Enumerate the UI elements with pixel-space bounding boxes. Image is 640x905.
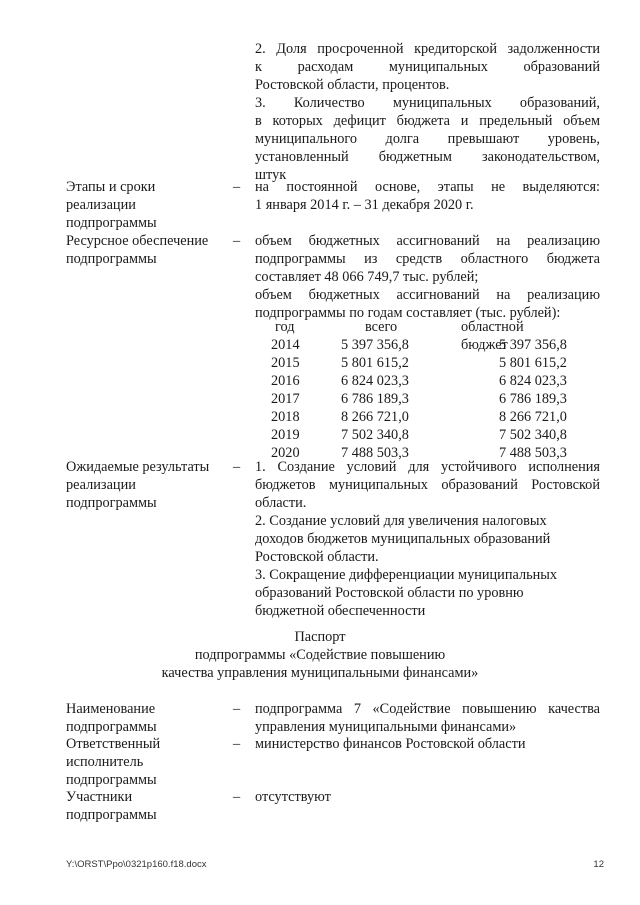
- table-row: [255, 426, 600, 444]
- participants-label: [66, 788, 226, 824]
- line: образований Ростовской области по уровню: [255, 585, 524, 601]
- line: 3. Сокращение дифференциации муниципальных: [255, 567, 558, 583]
- line: доходов бюджетов муниципальных образований: [255, 531, 551, 547]
- label-line: Наименование: [66, 701, 156, 717]
- line: подпрограмма 7 «Содействие повышению качества: [255, 701, 600, 717]
- line: муниципального долга превышают уровень,: [255, 131, 600, 147]
- line: Ростовской области, процентов.: [255, 77, 450, 93]
- resources-label: [66, 232, 226, 268]
- executor-value: [255, 735, 600, 753]
- results-value: [255, 458, 600, 620]
- header-total: всего: [365, 319, 398, 335]
- cell-year: 2018: [271, 409, 300, 425]
- line: подпрограммы по годам составляет (тыс. рублей):: [255, 305, 561, 321]
- line: бюджетов муниципальных образований Ростовской: [255, 477, 600, 493]
- line: министерство финансов Ростовской области: [255, 736, 526, 752]
- line: области.: [255, 495, 307, 511]
- table-row: [255, 372, 600, 390]
- cell-regional: 6 786 189,3: [499, 391, 567, 407]
- footer-file-path: Y:\ORST\Ppo\0321p160.f18.docx: [66, 859, 207, 870]
- cell-year: 2016: [271, 373, 300, 389]
- executor-label: [66, 735, 226, 789]
- label-line: Ресурсное обеспечение: [66, 233, 209, 249]
- cell-year: 2019: [271, 427, 300, 443]
- line: установленный бюджетным законодательством,: [255, 149, 600, 165]
- label-line: Участники: [66, 789, 133, 805]
- indicator-2: [255, 40, 600, 94]
- label-line: Ответственный: [66, 736, 161, 752]
- cell-total: 6 824 023,3: [341, 373, 409, 389]
- label-line: подпрограммы: [66, 719, 157, 735]
- cell-regional: 7 502 340,8: [499, 427, 567, 443]
- label-line: подпрограммы: [66, 807, 157, 823]
- table-row: [255, 408, 600, 426]
- cell-total: 8 266 721,0: [341, 409, 409, 425]
- table-body: [255, 336, 600, 462]
- budget-table: [255, 318, 600, 462]
- passport-heading: [0, 628, 640, 682]
- line: управления муниципальными финансами»: [255, 719, 517, 735]
- line: Ростовской области.: [255, 549, 379, 565]
- passport-title: Паспорт: [294, 629, 346, 645]
- cell-regional: 7 488 503,3: [499, 445, 567, 461]
- table-row: [255, 354, 600, 372]
- cell-regional: 5 397 356,8: [499, 337, 567, 353]
- cell-regional: 8 266 721,0: [499, 409, 567, 425]
- line: 1 января 2014 г. – 31 декабря 2020 г.: [255, 197, 474, 213]
- line: в которых дефицит бюджета и предельный объем: [255, 113, 600, 129]
- line: на постоянной основе, этапы не выделяются:: [255, 179, 600, 195]
- table-row: [255, 390, 600, 408]
- label-line: реализации: [66, 477, 136, 493]
- line: 2. Создание условий для увеличения налоговых: [255, 513, 547, 529]
- line: отсутствуют: [255, 789, 331, 805]
- passport-subtitle: подпрограммы «Содействие повышению: [194, 647, 446, 663]
- cell-total: 7 502 340,8: [341, 427, 409, 443]
- label-line: Этапы и сроки: [66, 179, 156, 195]
- line: объем бюджетных ассигнований на реализацию: [255, 233, 600, 249]
- stages-label: [66, 178, 226, 232]
- dash: –: [233, 789, 241, 805]
- cell-year: 2017: [271, 391, 300, 407]
- cell-regional: 5 801 615,2: [499, 355, 567, 371]
- header-year: год: [275, 319, 295, 335]
- passport-subtitle: качества управления муниципальными финансами»: [161, 665, 479, 681]
- dash: –: [233, 701, 241, 717]
- page-number: 12: [593, 859, 604, 870]
- dash: –: [233, 233, 241, 249]
- stages-value: [255, 178, 600, 214]
- cell-total: 7 488 503,3: [341, 445, 409, 461]
- line: 1. Создание условий для устойчивого исполнения: [255, 459, 600, 475]
- label-line: реализации: [66, 197, 136, 213]
- line: бюджетной обеспеченности: [255, 603, 426, 619]
- participants-value: [255, 788, 600, 806]
- line: составляет 48 066 749,7 тыс. рублей;: [255, 269, 479, 285]
- dash: –: [233, 179, 241, 195]
- line: подпрограммы из средств областного бюджета: [255, 251, 600, 267]
- cell-year: 2015: [271, 355, 300, 371]
- name-label: [66, 700, 226, 736]
- line: объем бюджетных ассигнований на реализацию: [255, 287, 600, 303]
- results-label: [66, 458, 226, 512]
- table-row: [255, 336, 600, 354]
- header-regional: областной бюджет: [461, 319, 524, 353]
- label-line: Ожидаемые результаты: [66, 459, 210, 475]
- cell-regional: 6 824 023,3: [499, 373, 567, 389]
- cell-total: 6 786 189,3: [341, 391, 409, 407]
- indicator-3: [255, 94, 600, 184]
- resources-value: [255, 232, 600, 322]
- line: штук: [255, 167, 287, 183]
- label-line: подпрограммы: [66, 495, 157, 511]
- cell-total: 5 801 615,2: [341, 355, 409, 371]
- line: 3. Количество муниципальных образований,: [255, 95, 600, 111]
- line: к расходам муниципальных образований: [255, 59, 600, 75]
- cell-total: 5 397 356,8: [341, 337, 409, 353]
- label-line: подпрограммы: [66, 772, 157, 788]
- line: 2. Доля просроченной кредиторской задолженности: [255, 41, 600, 57]
- dash: –: [233, 459, 241, 475]
- label-line: подпрограммы: [66, 215, 157, 231]
- label-line: исполнитель: [66, 754, 144, 770]
- label-line: подпрограммы: [66, 251, 157, 267]
- cell-year: 2014: [271, 337, 300, 353]
- cell-year: 2020: [271, 445, 300, 461]
- dash: –: [233, 736, 241, 752]
- name-value: [255, 700, 600, 736]
